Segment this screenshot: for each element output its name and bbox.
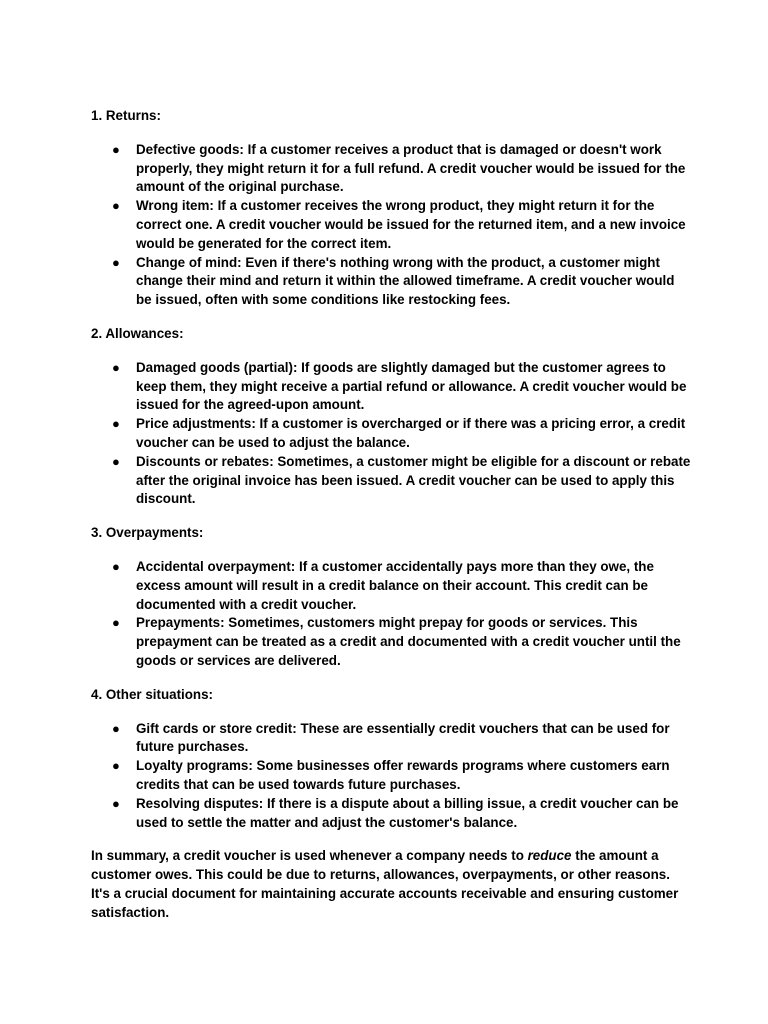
list-item-text: Damaged goods (partial): If goods are slightly damaged but the customer agrees to keep them, they might receive a partial refund or allowance. A credit voucher would be issued for the agreed-upon amount. [136, 359, 687, 413]
list-item [91, 359, 691, 415]
list-item [91, 795, 691, 833]
bullet-icon: ● [112, 615, 120, 631]
list-item-text: Price adjustments: If a customer is overcharged or if there was a pricing error, a credit voucher can be used to adjust the balance. [136, 416, 686, 450]
document-page [91, 107, 691, 922]
overpayments-list [91, 558, 691, 671]
list-item-text: Defective goods: If a customer receives a product that is damaged or doesn't work properly, they might return it for a full refund. A credit voucher would be issued for the amount of the original purchase. [136, 141, 686, 195]
list-item-text: Accidental overpayment: If a customer accidentally pays more than they owe, the excess amount will result in a credit balance on their account. This credit can be documented with a credit voucher. [136, 558, 654, 612]
other-situations-list [91, 720, 691, 833]
list-item [91, 415, 691, 453]
list-item-text: Change of mind: Even if there's nothing wrong with the product, a customer might change their mind and return it within the allowed timeframe. A credit voucher would be issued, often with some conditions like restocking fees. [136, 254, 675, 308]
list-item-text: Discounts or rebates: Sometimes, a customer might be eligible for a discount or rebate after the original invoice has been issued. A credit voucher can be used to apply this discount. [136, 453, 691, 507]
section-heading-returns: 1. Returns: [91, 108, 161, 123]
list-item-text: Loyalty programs: Some businesses offer rewards programs where customers earn credits that can be used towards future purchases. [136, 758, 670, 792]
section-heading-overpayments: 3. Overpayments: [91, 525, 204, 541]
bullet-icon: ● [112, 198, 120, 214]
list-item [91, 453, 691, 509]
list-item [91, 720, 691, 758]
section-heading-allowances: 2. Allowances: [91, 325, 184, 341]
bullet-icon: ● [112, 795, 120, 811]
allowances-list [91, 359, 691, 509]
list-item [91, 558, 691, 614]
list-item-text: Gift cards or store credit: These are essentially credit vouchers that can be used for future purchases. [136, 720, 670, 755]
bullet-icon: ● [112, 558, 120, 574]
bullet-icon: ● [112, 141, 120, 157]
bullet-icon: ● [112, 359, 120, 375]
summary-text-before: In summary, a credit voucher is used whenever a company needs to [91, 848, 528, 864]
list-item-text: Resolving disputes: If there is a dispute about a billing issue, a credit voucher can be used to settle the matter and adjust the customer's balance. [136, 795, 679, 830]
list-item [91, 614, 691, 670]
bullet-icon: ● [112, 416, 120, 432]
summary-paragraph [91, 847, 691, 922]
list-item [91, 254, 691, 310]
returns-list [91, 141, 691, 310]
bullet-icon: ● [112, 453, 120, 469]
bullet-icon: ● [112, 254, 120, 270]
list-item [91, 197, 691, 253]
summary-text-after: the amount a customer owes. This could be due to returns, allowances, overpayments, or other reasons. It's a crucial document for maintaining accurate accounts receivable and ensuring customer satisfaction. [91, 848, 679, 920]
list-item-text: Prepayments: Sometimes, customers might prepay for goods or services. This prepayment can be treated as a credit and documented with a credit voucher until the goods or services are delivered. [136, 615, 681, 668]
list-item [91, 757, 691, 795]
section-heading-other-situations: 4. Other situations: [91, 686, 214, 702]
list-item [91, 141, 691, 197]
bullet-icon: ● [112, 720, 120, 736]
bullet-icon: ● [112, 758, 120, 774]
summary-emphasis: reduce [527, 848, 572, 864]
list-item-text: Wrong item: If a customer receives the wrong product, they might return it for the correct one. A credit voucher would be issued for the returned item, and a new invoice would be generated for the correct item. [136, 198, 686, 251]
